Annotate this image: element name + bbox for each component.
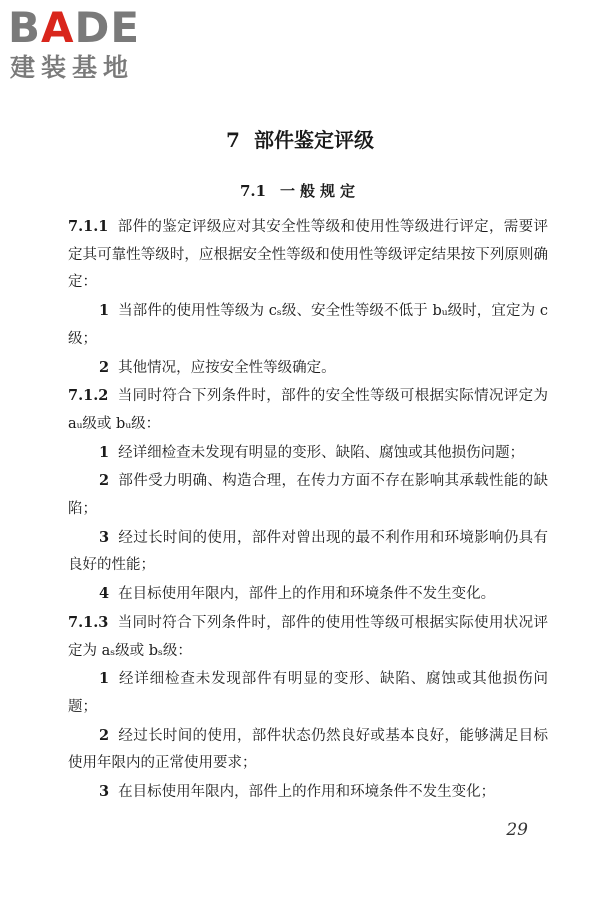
list-item: [68, 467, 548, 523]
clause-7-1-2: [68, 382, 548, 438]
item-number: 1: [99, 670, 110, 688]
logo-letters-de: DE: [74, 3, 141, 52]
clause-7-1-1: [68, 213, 548, 297]
clause-number: 7.1.1: [68, 218, 109, 235]
item-number: 2: [99, 726, 110, 744]
clause-7-1-3: [68, 609, 548, 665]
section-number: 7.1: [239, 182, 267, 200]
clause-number: 7.1.2: [68, 387, 109, 405]
item-text: 经详细检查未发现部件有明显的变形、缺陷、腐蚀或其他损伤问题；: [68, 671, 548, 715]
clause-text: 部件的鉴定评级应对其安全性等级和使用性等级进行评定，需要评定其可靠性等级时，应根据安全性等级和使用性等级评定结果按下列原则确定：: [68, 219, 548, 291]
list-item: [68, 354, 548, 383]
item-text: 经过长时间的使用，部件对曾出现的最不利作用和环境影响仍具有良好的性能；: [68, 529, 548, 574]
list-item: [68, 665, 548, 721]
item-number: 3: [99, 528, 110, 546]
item-number: 1: [99, 302, 110, 320]
item-text: 当部件的使用性等级为 cₛ级、安全性等级不低于 bᵤ级时，宜定为 c 级；: [68, 303, 548, 347]
chapter-heading: [0, 126, 600, 154]
item-number: 2: [99, 472, 110, 490]
list-item: [68, 580, 548, 609]
item-number: 1: [99, 443, 110, 461]
item-text: 部件受力明确、构造合理，在传力方面不存在影响其承载性能的缺陷；: [68, 473, 548, 518]
clause-number: 7.1.3: [68, 613, 109, 631]
chapter-number: 7: [226, 128, 240, 152]
item-number: 2: [99, 358, 110, 376]
item-text: 在目标使用年限内，部件上的作用和环境条件不发生变化。: [118, 586, 496, 603]
section-title: 一般规定: [280, 182, 361, 200]
page-number: 29: [506, 820, 528, 840]
logo-wordmark: [8, 4, 140, 52]
item-number: 3: [99, 783, 110, 801]
logo-letter-b: B: [8, 3, 42, 52]
chapter-title: 部件鉴定评级: [253, 128, 374, 152]
section-heading: [0, 180, 600, 202]
item-number: 4: [99, 585, 110, 603]
item-text: 经过长时间的使用，部件状态仍然良好或基本良好，能够满足目标使用年限内的正常使用要求；: [68, 727, 548, 772]
logo-letter-a: A: [41, 3, 75, 52]
list-item: [68, 524, 548, 580]
publisher-logo: [8, 4, 178, 86]
clause-text: 当同时符合下列条件时，部件的安全性等级可根据实际情况评定为 aᵤ级或 bᵤ级：: [68, 388, 548, 432]
clause-text: 当同时符合下列条件时，部件的使用性等级可根据实际使用状况评定为 aₛ级或 bₛ级：: [68, 614, 548, 659]
list-item: [68, 722, 548, 778]
document-body: [68, 213, 548, 807]
item-text: 其他情况，应按安全性等级确定。: [118, 359, 336, 376]
list-item: [68, 439, 548, 468]
logo-subtitle: 建装基地: [10, 53, 135, 82]
list-item: [68, 297, 548, 353]
item-text: 经详细检查未发现有明显的变形、缺陷、腐蚀或其他损伤问题；: [118, 444, 525, 461]
list-item: [68, 778, 548, 807]
item-text: 在目标使用年限内，部件上的作用和环境条件不发生变化；: [118, 784, 496, 801]
